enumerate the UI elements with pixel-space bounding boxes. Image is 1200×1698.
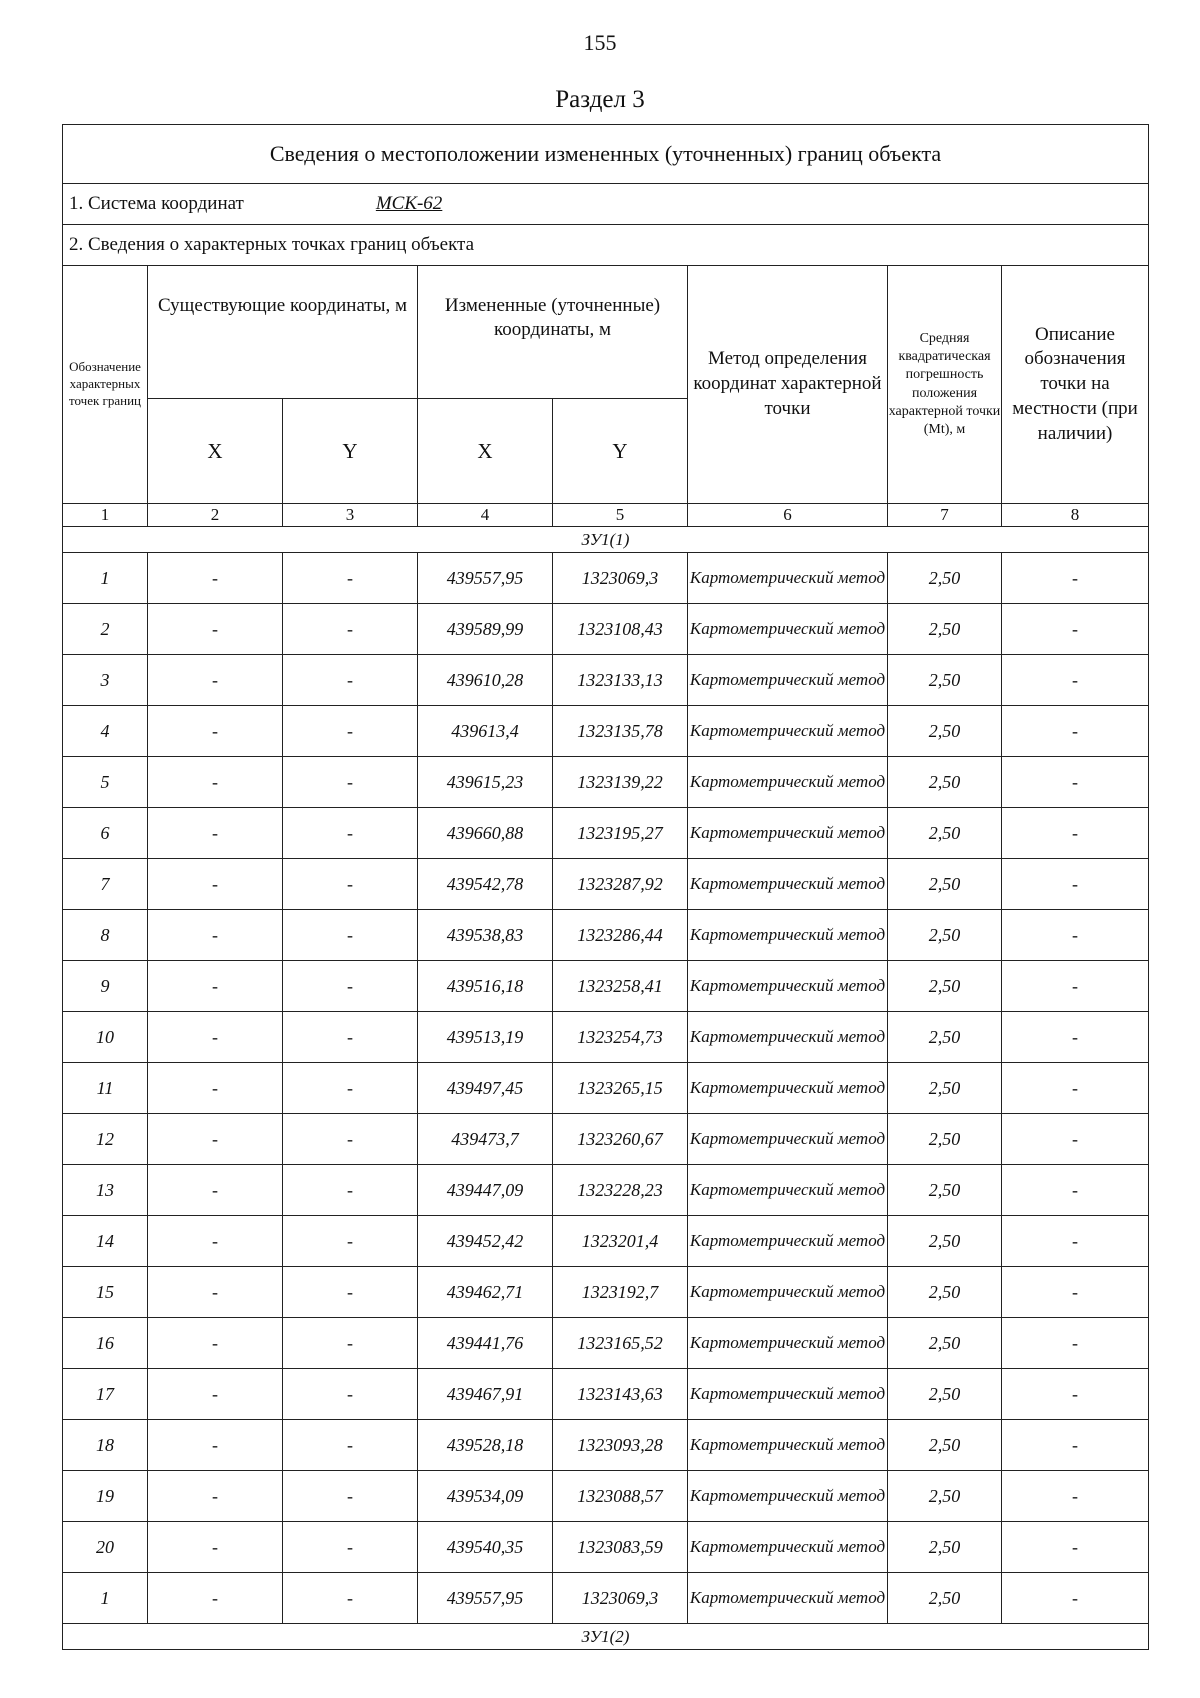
method-cell: Картометрический метод (688, 757, 888, 808)
method-cell: Картометрический метод (688, 706, 888, 757)
mt-value-cell: 2,50 (888, 553, 1002, 604)
changed-y-cell: 1323088,57 (553, 1471, 688, 1522)
existing-x-cell: - (148, 808, 283, 859)
existing-x-cell: - (148, 910, 283, 961)
method-cell: Картометрический метод (688, 1165, 888, 1216)
changed-y-cell: 1323135,78 (553, 706, 688, 757)
existing-y-cell: - (283, 553, 418, 604)
changed-x-cell: 439513,19 (418, 1012, 553, 1063)
description-cell: - (1002, 757, 1149, 808)
existing-x-cell: - (148, 655, 283, 706)
description-cell: - (1002, 859, 1149, 910)
column-number: 7 (888, 504, 1002, 527)
existing-x-cell: - (148, 1573, 283, 1624)
existing-x-cell: - (148, 553, 283, 604)
description-cell: - (1002, 1318, 1149, 1369)
changed-x-cell: 439462,71 (418, 1267, 553, 1318)
table-row (63, 859, 1149, 910)
point-number-cell: 19 (63, 1471, 148, 1522)
changed-x-cell: 439516,18 (418, 961, 553, 1012)
point-number-cell: 5 (63, 757, 148, 808)
existing-y-cell: - (283, 910, 418, 961)
method-cell: Картометрический метод (688, 1420, 888, 1471)
table-row (63, 706, 1149, 757)
existing-y-cell: - (283, 961, 418, 1012)
changed-y-cell: 1323258,41 (553, 961, 688, 1012)
changed-y-cell: 1323133,13 (553, 655, 688, 706)
changed-y-cell: 1323143,63 (553, 1369, 688, 1420)
changed-y-cell: 1323165,52 (553, 1318, 688, 1369)
header-changed-y: Y (553, 399, 688, 504)
method-cell: Картометрический метод (688, 1573, 888, 1624)
point-number-cell: 12 (63, 1114, 148, 1165)
existing-x-cell: - (148, 1216, 283, 1267)
mt-value-cell: 2,50 (888, 1573, 1002, 1624)
changed-y-cell: 1323265,15 (553, 1063, 688, 1114)
existing-y-cell: - (283, 1216, 418, 1267)
point-number-cell: 17 (63, 1369, 148, 1420)
mt-value-cell: 2,50 (888, 1165, 1002, 1216)
changed-y-cell: 1323192,7 (553, 1267, 688, 1318)
existing-x-cell: - (148, 1063, 283, 1114)
changed-x-cell: 439447,09 (418, 1165, 553, 1216)
changed-x-cell: 439660,88 (418, 808, 553, 859)
point-number-cell: 8 (63, 910, 148, 961)
mt-value-cell: 2,50 (888, 1012, 1002, 1063)
existing-y-cell: - (283, 808, 418, 859)
table-row (63, 553, 1149, 604)
changed-y-cell: 1323069,3 (553, 1573, 688, 1624)
changed-y-cell: 1323201,4 (553, 1216, 688, 1267)
mt-value-cell: 2,50 (888, 655, 1002, 706)
changed-x-cell: 439441,76 (418, 1318, 553, 1369)
existing-y-cell: - (283, 706, 418, 757)
coord-system-value: МСК-62 (375, 193, 443, 214)
mt-value-cell: 2,50 (888, 961, 1002, 1012)
point-number-cell: 6 (63, 808, 148, 859)
changed-x-cell: 439534,09 (418, 1471, 553, 1522)
table-row (63, 1114, 1149, 1165)
table-row (63, 1369, 1149, 1420)
existing-y-cell: - (283, 1471, 418, 1522)
description-cell: - (1002, 1114, 1149, 1165)
mt-value-cell: 2,50 (888, 1063, 1002, 1114)
table-row (63, 1165, 1149, 1216)
section-title: Раздел 3 (555, 86, 645, 113)
changed-x-cell: 439452,42 (418, 1216, 553, 1267)
mt-value-cell: 2,50 (888, 1471, 1002, 1522)
description-cell: - (1002, 1063, 1149, 1114)
changed-y-cell: 1323287,92 (553, 859, 688, 910)
description-cell: - (1002, 1012, 1149, 1063)
point-number-cell: 9 (63, 961, 148, 1012)
table-row (63, 757, 1149, 808)
table-title: Сведения о местоположении измененных (уточненных) границ объекта (63, 125, 1149, 184)
header-changed-coords: Измененные (уточненные) координаты, м (418, 266, 688, 399)
point-number-cell: 16 (63, 1318, 148, 1369)
description-cell: - (1002, 1522, 1149, 1573)
header-existing-coords: Существующие координаты, м (148, 266, 418, 399)
column-number: 5 (553, 504, 688, 527)
point-number-cell: 3 (63, 655, 148, 706)
table-row (63, 961, 1149, 1012)
table-row (63, 910, 1149, 961)
mt-value-cell: 2,50 (888, 1267, 1002, 1318)
point-number-cell: 11 (63, 1063, 148, 1114)
table-row (63, 808, 1149, 859)
changed-y-cell: 1323260,67 (553, 1114, 688, 1165)
existing-x-cell: - (148, 1318, 283, 1369)
changed-y-cell: 1323139,22 (553, 757, 688, 808)
existing-x-cell: - (148, 1012, 283, 1063)
description-cell: - (1002, 961, 1149, 1012)
table-row (63, 1522, 1149, 1573)
point-number-cell: 18 (63, 1420, 148, 1471)
mt-value-cell: 2,50 (888, 706, 1002, 757)
description-cell: - (1002, 553, 1149, 604)
description-cell: - (1002, 1267, 1149, 1318)
table-row (63, 1420, 1149, 1471)
existing-y-cell: - (283, 1063, 418, 1114)
description-cell: - (1002, 1420, 1149, 1471)
existing-x-cell: - (148, 961, 283, 1012)
method-cell: Картометрический метод (688, 1522, 888, 1573)
description-cell: - (1002, 706, 1149, 757)
table-row (63, 1471, 1149, 1522)
column-number: 2 (148, 504, 283, 527)
table-row (63, 655, 1149, 706)
header-mt: Средняя квадратическая погрешность положения характерной точки (Mt), м (888, 266, 1002, 504)
method-cell: Картометрический метод (688, 1063, 888, 1114)
mt-value-cell: 2,50 (888, 808, 1002, 859)
table-row (63, 1216, 1149, 1267)
mt-value-cell: 2,50 (888, 1420, 1002, 1471)
existing-y-cell: - (283, 1114, 418, 1165)
changed-y-cell: 1323108,43 (553, 604, 688, 655)
method-cell: Картометрический метод (688, 961, 888, 1012)
existing-x-cell: - (148, 706, 283, 757)
table-row (63, 604, 1149, 655)
existing-y-cell: - (283, 604, 418, 655)
existing-x-cell: - (148, 859, 283, 910)
existing-x-cell: - (148, 1114, 283, 1165)
existing-y-cell: - (283, 1369, 418, 1420)
existing-y-cell: - (283, 1267, 418, 1318)
existing-y-cell: - (283, 1522, 418, 1573)
changed-x-cell: 439497,45 (418, 1063, 553, 1114)
method-cell: Картометрический метод (688, 655, 888, 706)
changed-x-cell: 439610,28 (418, 655, 553, 706)
existing-y-cell: - (283, 1318, 418, 1369)
existing-x-cell: - (148, 1522, 283, 1573)
changed-x-cell: 439615,23 (418, 757, 553, 808)
changed-y-cell: 1323228,23 (553, 1165, 688, 1216)
header-designation: Обозначение характерных точек границ (63, 266, 148, 504)
column-number: 8 (1002, 504, 1149, 527)
point-number-cell: 1 (63, 553, 148, 604)
changed-x-cell: 439542,78 (418, 859, 553, 910)
changed-x-cell: 439540,35 (418, 1522, 553, 1573)
changed-x-cell: 439557,95 (418, 553, 553, 604)
point-number-cell: 20 (63, 1522, 148, 1573)
existing-y-cell: - (283, 1573, 418, 1624)
point-number-cell: 14 (63, 1216, 148, 1267)
changed-x-cell: 439538,83 (418, 910, 553, 961)
existing-x-cell: - (148, 1369, 283, 1420)
table-row (63, 1573, 1149, 1624)
method-cell: Картометрический метод (688, 1267, 888, 1318)
method-cell: Картометрический метод (688, 1114, 888, 1165)
group-label-zu1-2: ЗУ1(2) (63, 1624, 1149, 1650)
table-row (63, 1267, 1149, 1318)
coord-system-row (63, 184, 1149, 225)
header-changed-x: X (418, 399, 553, 504)
existing-y-cell: - (283, 655, 418, 706)
method-cell: Картометрический метод (688, 1369, 888, 1420)
changed-x-cell: 439589,99 (418, 604, 553, 655)
existing-x-cell: - (148, 1471, 283, 1522)
changed-x-cell: 439613,4 (418, 706, 553, 757)
changed-y-cell: 1323286,44 (553, 910, 688, 961)
coord-system-label: 1. Система координат (69, 193, 244, 214)
changed-y-cell: 1323093,28 (553, 1420, 688, 1471)
point-number-cell: 4 (63, 706, 148, 757)
changed-x-cell: 439467,91 (418, 1369, 553, 1420)
column-number: 4 (418, 504, 553, 527)
method-cell: Картометрический метод (688, 910, 888, 961)
mt-value-cell: 2,50 (888, 1318, 1002, 1369)
page-number: 155 (583, 30, 617, 55)
header-existing-x: X (148, 399, 283, 504)
method-cell: Картометрический метод (688, 1012, 888, 1063)
method-cell: Картометрический метод (688, 553, 888, 604)
existing-y-cell: - (283, 1165, 418, 1216)
mt-value-cell: 2,50 (888, 1114, 1002, 1165)
mt-value-cell: 2,50 (888, 1522, 1002, 1573)
changed-x-cell: 439528,18 (418, 1420, 553, 1471)
method-cell: Картометрический метод (688, 604, 888, 655)
header-existing-y: Y (283, 399, 418, 504)
group-label-zu1-1: ЗУ1(1) (63, 527, 1149, 553)
existing-x-cell: - (148, 757, 283, 808)
boundary-points-table (62, 124, 1149, 1650)
point-number-cell: 1 (63, 1573, 148, 1624)
existing-y-cell: - (283, 859, 418, 910)
points-heading: 2. Сведения о характерных точках границ объекта (63, 225, 1149, 266)
description-cell: - (1002, 655, 1149, 706)
existing-x-cell: - (148, 1420, 283, 1471)
point-number-cell: 13 (63, 1165, 148, 1216)
point-number-cell: 7 (63, 859, 148, 910)
column-number: 3 (283, 504, 418, 527)
description-cell: - (1002, 808, 1149, 859)
point-number-cell: 15 (63, 1267, 148, 1318)
mt-value-cell: 2,50 (888, 757, 1002, 808)
description-cell: - (1002, 1369, 1149, 1420)
existing-x-cell: - (148, 1165, 283, 1216)
method-cell: Картометрический метод (688, 808, 888, 859)
existing-y-cell: - (283, 1420, 418, 1471)
point-number-cell: 10 (63, 1012, 148, 1063)
description-cell: - (1002, 1216, 1149, 1267)
description-cell: - (1002, 604, 1149, 655)
description-cell: - (1002, 910, 1149, 961)
mt-value-cell: 2,50 (888, 1216, 1002, 1267)
existing-x-cell: - (148, 604, 283, 655)
changed-y-cell: 1323083,59 (553, 1522, 688, 1573)
mt-value-cell: 2,50 (888, 1369, 1002, 1420)
header-method: Метод определения координат характерной точки (688, 266, 888, 504)
method-cell: Картометрический метод (688, 1471, 888, 1522)
column-number: 6 (688, 504, 888, 527)
method-cell: Картометрический метод (688, 1318, 888, 1369)
header-description: Описание обозначения точки на местности (при наличии) (1002, 266, 1149, 504)
changed-y-cell: 1323195,27 (553, 808, 688, 859)
mt-value-cell: 2,50 (888, 910, 1002, 961)
description-cell: - (1002, 1165, 1149, 1216)
changed-x-cell: 439473,7 (418, 1114, 553, 1165)
column-number: 1 (63, 504, 148, 527)
column-numbers-row (63, 504, 1149, 527)
method-cell: Картометрический метод (688, 859, 888, 910)
changed-x-cell: 439557,95 (418, 1573, 553, 1624)
description-cell: - (1002, 1471, 1149, 1522)
description-cell: - (1002, 1573, 1149, 1624)
changed-y-cell: 1323254,73 (553, 1012, 688, 1063)
table-row (63, 1318, 1149, 1369)
changed-y-cell: 1323069,3 (553, 553, 688, 604)
table-row (63, 1012, 1149, 1063)
existing-y-cell: - (283, 1012, 418, 1063)
table-row (63, 1063, 1149, 1114)
existing-y-cell: - (283, 757, 418, 808)
existing-x-cell: - (148, 1267, 283, 1318)
point-number-cell: 2 (63, 604, 148, 655)
method-cell: Картометрический метод (688, 1216, 888, 1267)
mt-value-cell: 2,50 (888, 604, 1002, 655)
mt-value-cell: 2,50 (888, 859, 1002, 910)
